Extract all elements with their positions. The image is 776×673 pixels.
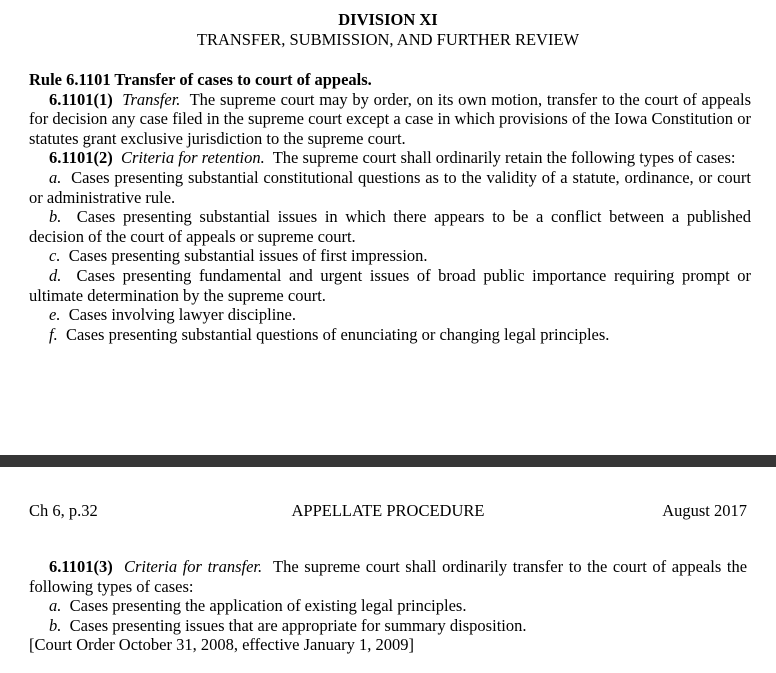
- running-header: [29, 501, 747, 521]
- subrule-1-number: 6.1101(1): [49, 89, 113, 109]
- list-item-a-letter: a.: [49, 167, 62, 187]
- list-item-f: [29, 325, 751, 345]
- list-item-e: [29, 305, 751, 325]
- list-item-c: [29, 246, 751, 266]
- rule-body: [29, 70, 751, 344]
- subrule-3-text: The supreme court shall ordinarily transfer to the court of appeals the following types of cases:: [29, 557, 748, 596]
- list-item-d-text: Cases presenting fundamental and urgent issues of broad public importance requiring prompt or ultimate determination by the supreme court.: [29, 265, 751, 305]
- transfer-item-b: [29, 616, 747, 636]
- transfer-item-b-text: Cases presenting issues that are appropriate for summary disposition.: [69, 615, 527, 635]
- list-item-e-letter: e.: [49, 305, 61, 325]
- list-item-f-letter: f.: [49, 324, 58, 344]
- subrule-2-title: Criteria for retention.: [120, 148, 265, 168]
- list-item-b: [29, 207, 751, 246]
- list-item-b-letter: b.: [49, 207, 62, 227]
- list-item-b-text: Cases presenting substantial issues in which there appears to be a conflict between a published decision of the court of appeals or supreme court.: [29, 207, 752, 246]
- list-item-c-text: Cases presenting substantial issues of first impression.: [68, 246, 428, 266]
- division-title: DIVISION XI: [338, 10, 438, 29]
- subrule-2-text: The supreme court shall ordinarily retain the following types of cases:: [272, 148, 736, 168]
- transfer-item-a-text: Cases presenting the application of existing legal principles.: [69, 596, 467, 616]
- transfer-item-a-letter: a.: [49, 596, 62, 616]
- running-header-center: APPELLATE PROCEDURE: [291, 501, 485, 520]
- subrule-3-number: 6.1101(3): [49, 557, 113, 576]
- rule-body-continued: [29, 557, 747, 655]
- list-item-d: [29, 266, 751, 305]
- page-divider: [0, 455, 776, 467]
- transfer-item-b-letter: b.: [49, 615, 62, 635]
- list-item-c-letter: c.: [49, 246, 61, 266]
- subrule-1-text: The supreme court may by order, on its own motion, transfer to the court of appeals for decision any case filed in the supreme court except a case in which provisions of the Iowa Constitution or statutes grant exclusive jurisdiction to the supreme court.: [29, 89, 752, 148]
- subrule-3-title: Criteria for transfer.: [123, 557, 263, 576]
- transfer-item-a: [29, 596, 747, 616]
- list-item-d-letter: d.: [49, 265, 62, 285]
- list-item-a-text: Cases presenting substantial constitutional questions as to the validity of a statute, ordinance, or court or administrative rule.: [29, 167, 751, 207]
- list-item-e-text: Cases involving lawyer discipline.: [68, 305, 296, 325]
- subrule-3: [29, 557, 747, 596]
- subrule-2: [29, 148, 751, 168]
- rule-heading: Rule 6.1101 Transfer of cases to court of appeals.: [29, 70, 372, 89]
- division-subtitle: TRANSFER, SUBMISSION, AND FURTHER REVIEW: [196, 30, 580, 49]
- subrule-2-number: 6.1101(2): [49, 148, 113, 168]
- running-header-left: Ch 6, p.32: [29, 501, 98, 520]
- subrule-1: [29, 90, 751, 149]
- court-order-note: [Court Order October 31, 2008, effective January 1, 2009]: [29, 635, 415, 655]
- subrule-1-title: Transfer.: [122, 89, 181, 109]
- running-header-right: August 2017: [662, 501, 747, 520]
- page-bottom: [0, 467, 776, 673]
- list-item-a: [29, 168, 751, 207]
- list-item-f-text: Cases presenting substantial questions of enunciating or changing legal principles.: [65, 324, 610, 344]
